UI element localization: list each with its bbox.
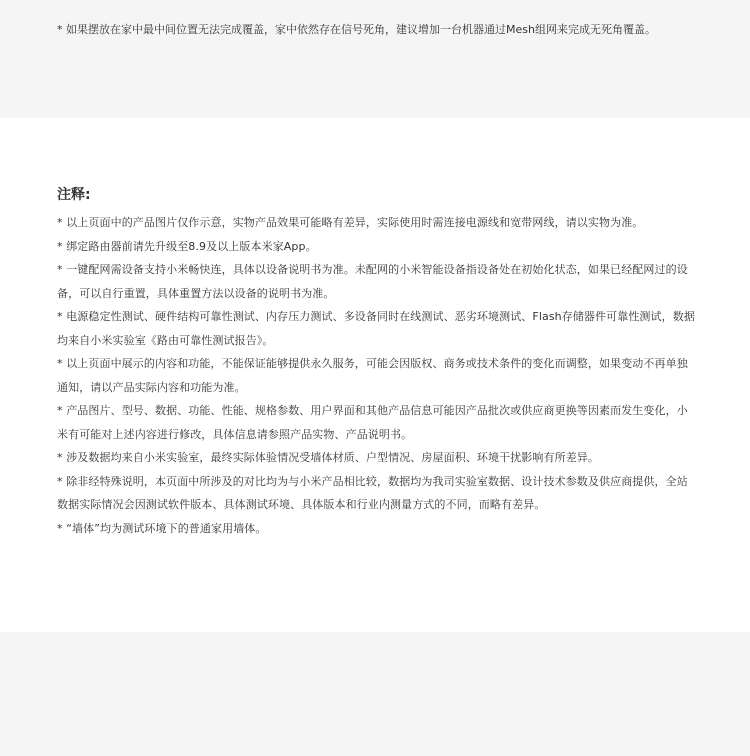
note-item: * 以上页面中展示的内容和功能，不能保证能够提供永久服务，可能会因版权、商务或技术条件的变化而调整，如果变动不再单独通知，请以产品实际内容和功能为准。 [57, 357, 688, 394]
note-item: * “墙体”均为测试环境下的普通家用墙体。 [57, 521, 267, 535]
note-item: * 电源稳定性测试、硬件结构可靠性测试、内存压力测试、多设备同时在线测试、恶劣环境测试、Flash存储器件可靠性测试，数据均来自小米实验室《路由可靠性测试报告》。 [57, 310, 695, 347]
top-section [0, 0, 750, 118]
note-item: * 产品图片、型号、数据、功能、性能、规格参数、用户界面和其他产品信息可能因产品批次或供应商更换等因素而发生变化，小米有可能对上述内容进行修改，具体信息请参照产品实物、产品说明书。 [57, 404, 688, 441]
note-item: * 一键配网需设备支持小米畅快连，具体以设备说明书为准。未配网的小米智能设备指设备处在初始化状态，如果已经配网过的设备，可以自行重置，具体重置方法以设备的说明书为准。 [57, 263, 688, 300]
note-item: * 涉及数据均来自小米实验室，最终实际体验情况受墙体材质、户型情况、房屋面积、环境干扰影响有所差异。 [57, 451, 599, 464]
note-item: * 除非经特殊说明，本页面中所涉及的对比均为与小米产品相比较，数据均为我司实验室数据、设计技术参数及供应商提供，全站数据实际情况会因测试软件版本、具体测试环境、具体版本和行业内测量方式的不同，而略有差异。 [57, 474, 688, 511]
notes-panel [0, 118, 750, 632]
notes-list [57, 211, 697, 540]
notes-heading: 注释: [57, 187, 91, 203]
note-item: * 以上页面中的产品图片仅作示意，实物产品效果可能略有差异，实际使用时需连接电源线和宽带网线，请以实物为准。 [57, 216, 644, 229]
mesh-coverage-note: * 如果摆放在家中最中间位置无法完成覆盖，家中依然存在信号死角，建议增加一台机器通过Mesh组网来完成无死角覆盖。 [57, 23, 656, 36]
note-item: * 绑定路由器前请先升级至8.9及以上版本米家App。 [57, 239, 317, 253]
bottom-section [0, 632, 750, 756]
